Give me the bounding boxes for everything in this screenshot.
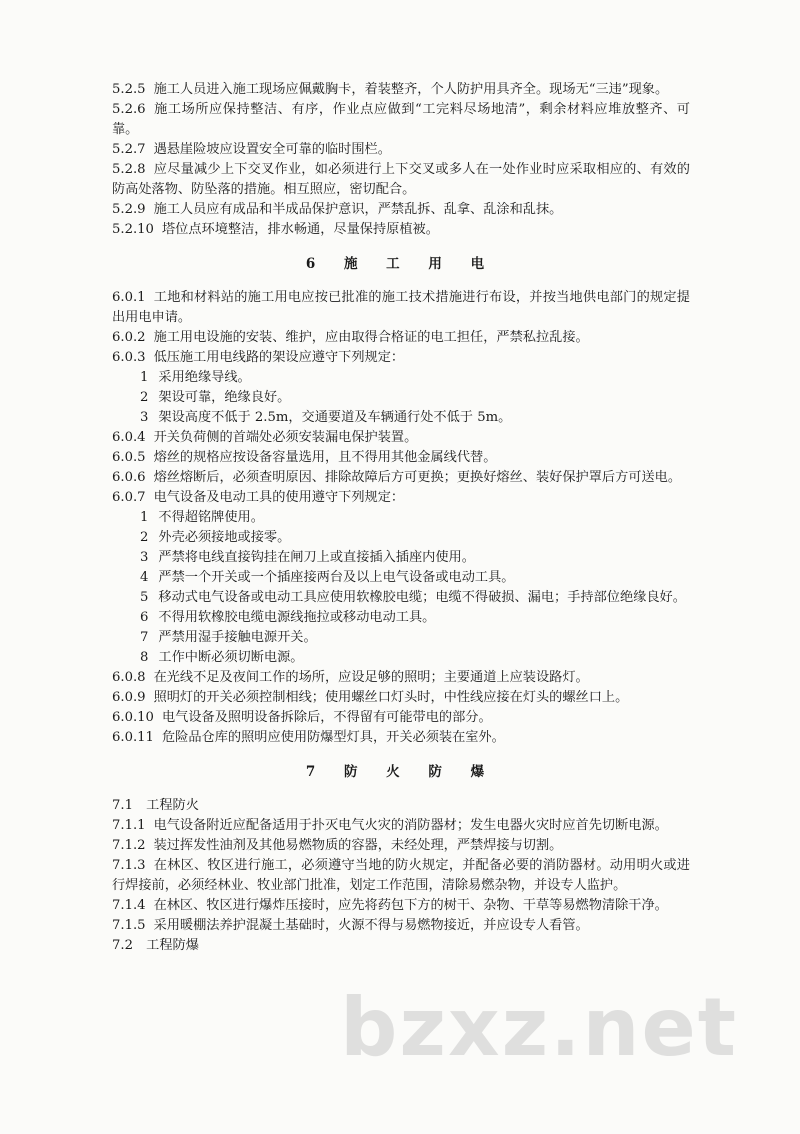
- document-body: [112, 80, 690, 956]
- clause-6-0-3: 6.0.3 低压施工用电线路的架设应遵守下列规定：: [112, 350, 405, 365]
- clause-7-1-5: 7.1.5 采用暖棚法养护混凝土基础时，火源不得与易燃物接近，并应设专人看管。: [112, 918, 589, 933]
- clause-5-2-5: 5.2.5 施工人员进入施工现场应佩戴胸卡，着装整齐，个人防护用具齐全。现场无“三违”现象。: [112, 82, 669, 97]
- list-item: 1 不得超铭牌使用。: [140, 510, 264, 525]
- clause-6-0-5: 6.0.5 熔丝的规格应按设备容量选用，且不得用其他金属线代替。: [112, 450, 497, 465]
- list-item: 1 采用绝缘导线。: [140, 370, 251, 385]
- clause-5-2-10: 5.2.10 塔位点环境整洁，排水畅通，尽量保持原植被。: [112, 222, 439, 237]
- subsection-7-2-title: 7.2 工程防爆: [112, 938, 199, 953]
- watermark: bzxz.net: [340, 981, 738, 1074]
- section-6-list: [112, 288, 690, 748]
- clause-6-0-8: 6.0.8 在光线不足及夜间工作的场所，应设足够的照明；主要通道上应装设路灯。: [112, 670, 589, 685]
- list-item: 2 外壳必须接地或接零。: [140, 530, 291, 545]
- list-item: 5 移动式电气设备或电动工具应使用软橡胶电缆；电缆不得破损、漏电；手持部位绝缘良好。: [140, 590, 686, 605]
- subsection-7-1-title: 7.1 工程防火: [112, 798, 199, 813]
- clause-6-0-9: 6.0.9 照明灯的开关必须控制相线；使用螺丝口灯头时，中性线应接在灯头的螺丝口上。: [112, 690, 629, 705]
- clause-7-1-3: 7.1.3 在林区、牧区进行施工，必须遵守当地的防火规定，并配备必要的消防器材。动用明火或进行焊接前，必须经林业、牧业部门批准，划定工作范围，清除易燃杂物，并设专人监护。: [112, 858, 690, 893]
- clause-5-2-8: 5.2.8 应尽量减少上下交叉作业，如必须进行上下交叉或多人在一处作业时应采取相应的、有效的防高处落物、防坠落的措施。相互照应，密切配合。: [112, 162, 690, 197]
- clause-7-1-1: 7.1.1 电气设备附近应配备适用于扑灭电气火灾的消防器材；发生电器火灾时应首先切断电源。: [112, 818, 668, 833]
- clause-7-1-4: 7.1.4 在林区、牧区进行爆炸压接时，应先将药包下方的树干、杂物、干草等易燃物清除干净。: [112, 898, 668, 913]
- clause-7-1-2: 7.1.2 装过挥发性油剂及其他易燃物质的容器，未经处理，严禁焊接与切割。: [112, 838, 563, 853]
- section-5-2-list: [112, 80, 690, 240]
- list-item: 2 架设可靠，绝缘良好。: [140, 390, 291, 405]
- clause-5-2-7: 5.2.7 遇悬崖险坡应设置安全可靠的临时围栏。: [112, 142, 391, 157]
- clause-6-0-1: 6.0.1 工地和材料站的施工用电应按已批准的施工技术措施进行布设，并按当地供电部门的规定提出用电申请。: [112, 290, 690, 325]
- list-item: 6 不得用软橡胶电缆电源线拖拉或移动电动工具。: [140, 610, 436, 625]
- clause-6-0-10: 6.0.10 电气设备及照明设备拆除后，不得留有可能带电的部分。: [112, 710, 492, 725]
- clause-5-2-9: 5.2.9 施工人员应有成品和半成品保护意识，严禁乱拆、乱拿、乱涂和乱抹。: [112, 202, 563, 217]
- list-item: 8 工作中断必须切断电源。: [140, 650, 304, 665]
- clause-6-0-11: 6.0.11 危险品仓库的照明应使用防爆型灯具，开关必须装在室外。: [112, 730, 505, 745]
- clause-5-2-6: 5.2.6 施工场所应保持整洁、有序，作业点应做到“工完料尽场地清”，剩余材料应堆放整齐、可靠。: [112, 102, 690, 137]
- clause-6-0-6: 6.0.6 熔丝熔断后，必须查明原因、排除故障后方可更换；更换好熔丝、装好保护罩后方可送电。: [112, 470, 682, 485]
- section-6-heading: 6 施 工 用 电: [305, 256, 497, 272]
- list-item: 3 架设高度不低于 2.5m，交通要道及车辆通行处不低于 5m。: [140, 410, 512, 425]
- clause-6-0-2: 6.0.2 施工用电设施的安装、维护，应由取得合格证的电工担任，严禁私拉乱接。: [112, 330, 589, 345]
- clause-6-0-4: 6.0.4 开关负荷侧的首端处必须安装漏电保护装置。: [112, 430, 418, 445]
- list-item: 4 严禁一个开关或一个插座接两台及以上电气设备或电动工具。: [140, 570, 515, 585]
- section-7-list: [112, 796, 690, 956]
- list-item: 7 严禁用湿手接触电源开关。: [140, 630, 317, 645]
- section-7-heading: 7 防 火 防 爆: [305, 764, 497, 780]
- clause-6-0-7: 6.0.7 电气设备及电动工具的使用遵守下列规定：: [112, 490, 405, 505]
- list-item: 3 严禁将电线直接钩挂在闸刀上或直接插入插座内使用。: [140, 550, 475, 565]
